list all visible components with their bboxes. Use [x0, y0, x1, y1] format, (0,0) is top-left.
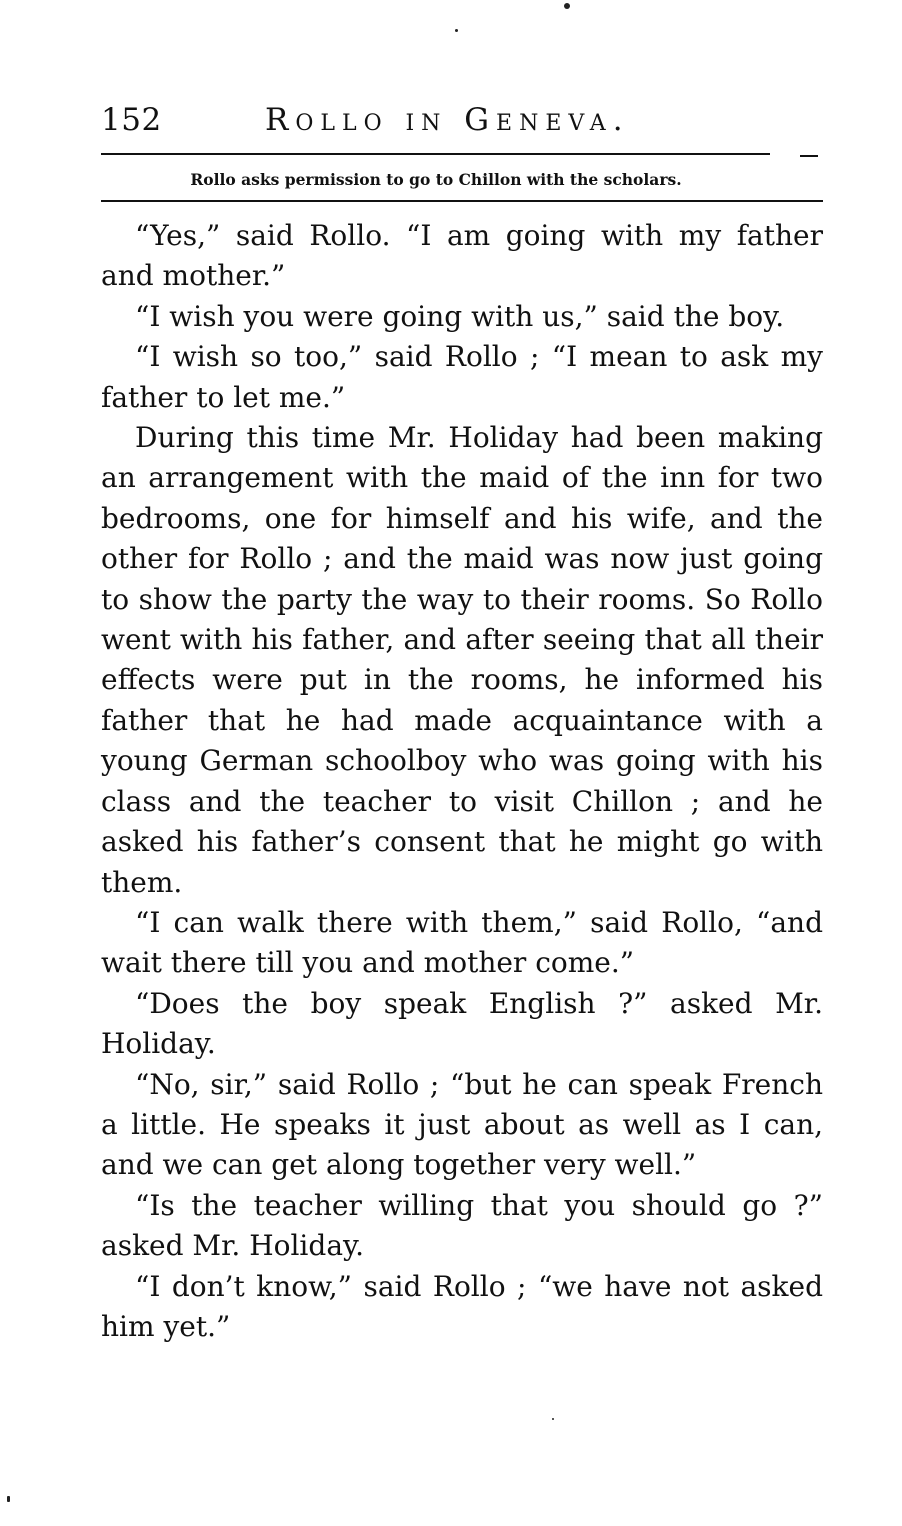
header-rule-top: [101, 153, 770, 155]
header-rule-bottom: [101, 200, 823, 202]
body-text: [101, 216, 823, 1347]
paragraph: During this time Mr. Holiday had been making an arrangement with the maid of the inn for two bedrooms, one for himself and his wife, and the other for Rollo ; and the maid was now just going to show the party the way to their rooms. So Rollo went with his father, and after seeing that all their effects were put in the rooms, he informed his father that he had made acquaintance with a young German schoolboy who was going with his class and the teacher to visit Chillon ; and he asked his father’s consent that he might go with them.: [101, 421, 823, 899]
paragraph: “Does the boy speak English ?” asked Mr. Holiday.: [101, 986, 823, 1061]
ink-speck: [7, 1496, 10, 1502]
paragraph: “I can walk there with them,” said Rollo, “and wait there till you and mother come.”: [101, 905, 823, 980]
ink-speck: [564, 3, 570, 9]
paragraph: “No, sir,” said Rollo ; “but he can speak French a little. He speaks it just about as well as I can, and we can get along together very well.”: [101, 1067, 823, 1182]
running-title: Rollo in Geneva.: [265, 102, 630, 138]
page-subheading: Rollo asks permission to go to Chillon with the scholars.: [190, 170, 682, 189]
paragraph: “I don’t know,” said Rollo ; “we have not asked him yet.”: [101, 1269, 823, 1343]
ink-speck: [455, 29, 458, 32]
header-rule-top-mark: [800, 155, 818, 157]
paragraph: “Yes,” said Rollo. “I am going with my father and mother.”: [101, 219, 823, 293]
page-number: 152: [101, 102, 162, 138]
page-header: [101, 100, 823, 140]
paragraph: “Is the teacher willing that you should go ?” asked Mr. Holiday.: [101, 1188, 823, 1263]
paragraph: “I wish so too,” said Rollo ; “I mean to ask my father to let me.”: [101, 340, 823, 414]
paragraph: “I wish you were going with us,” said the boy.: [135, 299, 785, 333]
ink-speck: [552, 1418, 554, 1420]
